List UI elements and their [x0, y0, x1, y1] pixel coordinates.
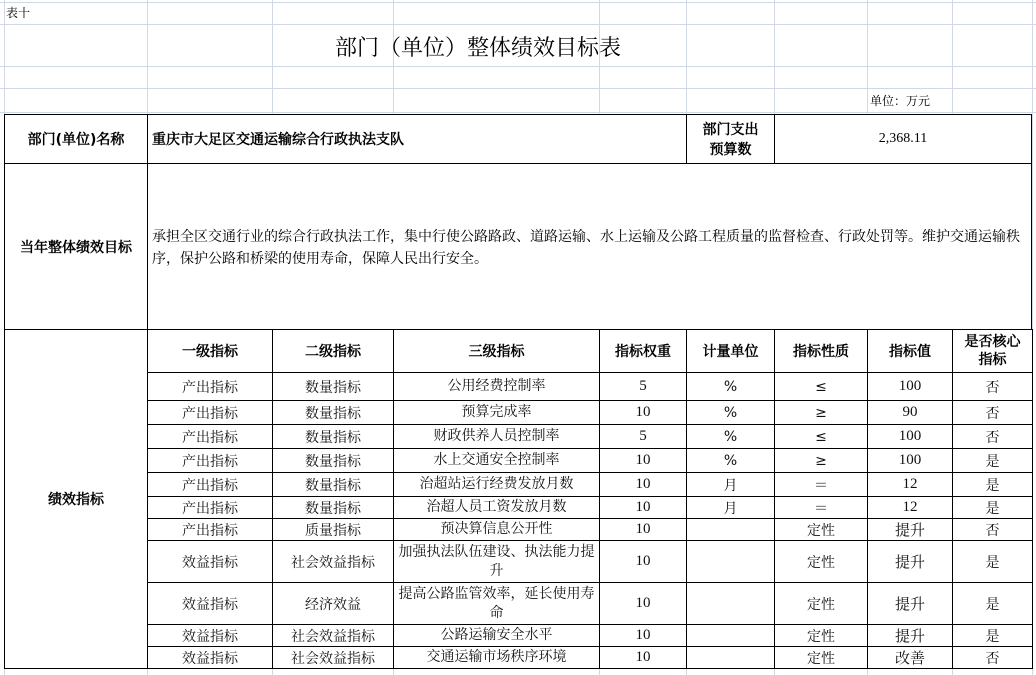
row-6-level2: 质量指标	[305, 522, 361, 539]
row-0-level3-cell	[393, 372, 600, 401]
row-10-core-cell	[952, 646, 1033, 669]
row-4-nature: ＝	[814, 477, 828, 494]
row-10-weight: 10	[635, 649, 651, 665]
row-2-nature: ≤	[815, 428, 827, 445]
row-0-unit-cell	[686, 372, 775, 401]
row-4-level2-cell	[272, 472, 394, 497]
row-2-unit-cell	[686, 424, 775, 449]
row-3-level3-cell	[393, 448, 600, 473]
row-10-level3: 交通运输市场秩序环境	[426, 649, 567, 665]
unit-label: 单位：万元	[870, 94, 931, 108]
row-5-weight-cell	[599, 496, 687, 519]
row-3-nature-cell	[774, 448, 868, 473]
row-2-nature-cell	[774, 424, 868, 449]
row-3-core-cell	[952, 448, 1033, 473]
row-1-level3-cell	[393, 400, 600, 425]
header-level3: 三级指标	[468, 344, 525, 360]
row-2-weight-cell	[599, 424, 687, 449]
row-3-level2: 数量指标	[305, 453, 361, 470]
row-7-level2: 社会效益指标	[291, 554, 375, 571]
row-3-weight: 10	[635, 452, 651, 468]
dept-name: 重庆市大足区交通运输综合行政执法支队	[152, 132, 404, 148]
row-8-nature-cell	[774, 582, 868, 625]
header-nature: 指标性质	[793, 344, 849, 360]
row-7-nature-cell	[774, 540, 868, 583]
row-2-level1-cell	[147, 424, 273, 449]
row-9-weight-cell	[599, 624, 687, 647]
row-2-level3: 财政供养人员控制率	[433, 428, 560, 444]
page-title: 部门（单位）整体绩效目标表	[334, 35, 621, 61]
header-core: 是否核心指标	[964, 334, 1021, 368]
row-4-level3: 治超站运行经费发放月数	[419, 476, 574, 492]
row-1-level2: 数量指标	[305, 405, 361, 422]
row-6-level2-cell	[272, 518, 394, 541]
row-5-weight: 10	[635, 499, 651, 515]
row-2-value-cell	[867, 424, 953, 449]
row-0-level1-cell	[147, 372, 273, 401]
row-7-level1-cell	[147, 540, 273, 583]
row-9-value: 提升	[894, 629, 925, 645]
row-7-level3-cell	[393, 540, 600, 583]
header-value: 指标值	[889, 344, 931, 360]
row-4-value-cell	[867, 472, 953, 497]
row-8-nature: 定性	[807, 596, 835, 613]
row-4-unit-cell	[686, 472, 775, 497]
row-1-weight: 10	[635, 404, 651, 420]
row-0-value: 100	[898, 378, 922, 394]
row-4-weight: 10	[635, 476, 651, 492]
header-level3-cell	[393, 329, 600, 373]
row-9-weight: 10	[635, 627, 651, 643]
budget-value-cell	[774, 114, 1032, 164]
row-9-nature: 定性	[807, 628, 835, 645]
row-3-level3: 水上交通安全控制率	[433, 452, 560, 468]
row-6-nature: 定性	[807, 522, 835, 539]
target-label-cell	[4, 163, 148, 330]
row-1-weight-cell	[599, 400, 687, 425]
row-10-core: 否	[985, 650, 1000, 667]
row-7-value-cell	[867, 540, 953, 583]
row-10-level1: 效益指标	[182, 650, 238, 667]
row-8-level1: 效益指标	[182, 596, 238, 613]
row-5-level1: 产出指标	[182, 500, 238, 517]
row-8-core: 是	[985, 596, 1000, 613]
row-4-nature-cell	[774, 472, 868, 497]
row-2-core: 否	[985, 429, 1000, 446]
row-4-weight-cell	[599, 472, 687, 497]
row-1-unit-cell	[686, 400, 775, 425]
row-7-core-cell	[952, 540, 1033, 583]
row-9-level1-cell	[147, 624, 273, 647]
row-4-level3-cell	[393, 472, 600, 497]
header-nature-cell	[774, 329, 868, 373]
row-3-level2-cell	[272, 448, 394, 473]
row-6-level1: 产出指标	[182, 522, 238, 539]
header-level1-cell	[147, 329, 273, 373]
row-2-unit: %	[723, 428, 738, 445]
row-3-unit: %	[723, 452, 738, 469]
row-0-core-cell	[952, 372, 1033, 401]
row-6-nature-cell	[774, 518, 868, 541]
row-5-level2: 数量指标	[305, 500, 361, 517]
row-0-weight-cell	[599, 372, 687, 401]
row-5-level3: 治超人员工资发放月数	[426, 499, 567, 515]
header-value-cell	[867, 329, 953, 373]
row-1-core: 否	[985, 405, 1000, 422]
row-5-core: 是	[985, 500, 1000, 517]
row-9-core: 是	[985, 628, 1000, 645]
row-7-weight: 10	[635, 553, 651, 569]
budget-label-cell	[686, 114, 775, 164]
row-0-nature-cell	[774, 372, 868, 401]
row-3-unit-cell	[686, 448, 775, 473]
row-10-level1-cell	[147, 646, 273, 669]
row-1-nature: ≥	[815, 404, 827, 421]
table-tag: 表十	[6, 6, 31, 20]
row-6-weight: 10	[635, 521, 651, 537]
row-9-level3-cell	[393, 624, 600, 647]
row-1-level2-cell	[272, 400, 394, 425]
row-10-weight-cell	[599, 646, 687, 669]
budget-label-line1: 部门支出	[702, 122, 759, 138]
row-7-nature: 定性	[807, 554, 835, 571]
indicators-label-cell	[4, 329, 148, 669]
row-7-unit-cell	[686, 540, 775, 583]
row-0-level3: 公用经费控制率	[447, 378, 546, 394]
dept-label: 部门(单位)名称	[27, 132, 125, 148]
row-5-unit: 月	[723, 500, 738, 517]
row-4-core: 是	[985, 477, 1000, 494]
row-8-value: 提升	[894, 597, 925, 613]
header-unit-cell	[686, 329, 775, 373]
row-5-nature: ＝	[814, 500, 828, 517]
row-10-level2: 社会效益指标	[291, 650, 375, 667]
row-4-unit: 月	[723, 477, 738, 494]
row-5-level1-cell	[147, 496, 273, 519]
row-5-value-cell	[867, 496, 953, 519]
row-3-weight-cell	[599, 448, 687, 473]
row-7-level1: 效益指标	[182, 554, 238, 571]
row-8-core-cell	[952, 582, 1033, 625]
row-9-core-cell	[952, 624, 1033, 647]
row-9-level2-cell	[272, 624, 394, 647]
row-7-value: 提升	[894, 555, 925, 571]
row-5-unit-cell	[686, 496, 775, 519]
row-1-level1: 产出指标	[182, 405, 238, 422]
row-8-unit-cell	[686, 582, 775, 625]
row-9-value-cell	[867, 624, 953, 647]
row-9-nature-cell	[774, 624, 868, 647]
row-9-level1: 效益指标	[182, 628, 238, 645]
row-4-level1: 产出指标	[182, 477, 238, 494]
row-8-weight-cell	[599, 582, 687, 625]
row-1-value: 90	[902, 404, 918, 420]
row-9-unit-cell	[686, 624, 775, 647]
row-3-nature: ≥	[815, 452, 827, 469]
row-0-level1: 产出指标	[182, 379, 238, 396]
row-3-level1: 产出指标	[182, 453, 238, 470]
row-8-value-cell	[867, 582, 953, 625]
target-text: 承担全区交通行业的综合行政执法工作，集中行使公路路政、道路运输、水上运输及公路工程质量的监督检查、行政处罚等。维护交通运输秩序，保护公路和桥梁的使用寿命，保障人民出行安全。	[152, 229, 1020, 267]
row-10-value: 改善	[894, 651, 925, 667]
row-1-level1-cell	[147, 400, 273, 425]
row-8-level2-cell	[272, 582, 394, 625]
dept-label-cell	[4, 114, 148, 164]
header-level2-cell	[272, 329, 394, 373]
row-8-level1-cell	[147, 582, 273, 625]
row-8-level3: 提高公路监管效率，延长使用寿命	[398, 585, 595, 621]
header-unit: 计量单位	[702, 344, 759, 360]
header-level1: 一级指标	[182, 344, 238, 360]
row-2-core-cell	[952, 424, 1033, 449]
row-0-weight: 5	[639, 378, 647, 394]
row-3-level1-cell	[147, 448, 273, 473]
row-4-level1-cell	[147, 472, 273, 497]
row-5-nature-cell	[774, 496, 868, 519]
row-4-level2: 数量指标	[305, 477, 361, 494]
row-6-core: 否	[985, 522, 1000, 539]
row-5-core-cell	[952, 496, 1033, 519]
row-0-unit: %	[723, 378, 738, 395]
budget-value: 2,368.11	[878, 131, 928, 146]
row-8-level2: 经济效益	[305, 596, 361, 613]
row-0-level2-cell	[272, 372, 394, 401]
row-1-core-cell	[952, 400, 1033, 425]
row-2-level1: 产出指标	[182, 429, 238, 446]
row-10-value-cell	[867, 646, 953, 669]
row-6-level3: 预决算信息公开性	[440, 521, 553, 537]
row-1-nature-cell	[774, 400, 868, 425]
target-label: 当年整体绩效目标	[20, 239, 132, 256]
row-8-level3-cell	[393, 582, 600, 625]
row-9-level2: 社会效益指标	[291, 628, 375, 645]
row-7-core: 是	[985, 554, 1000, 571]
row-6-value-cell	[867, 518, 953, 541]
row-3-core: 是	[985, 453, 1000, 470]
header-weight: 指标权重	[615, 344, 671, 360]
row-5-level2-cell	[272, 496, 394, 519]
row-1-value-cell	[867, 400, 953, 425]
row-6-weight-cell	[599, 518, 687, 541]
indicators-label: 绩效指标	[48, 492, 104, 508]
row-0-value-cell	[867, 372, 953, 401]
row-6-value: 提升	[894, 523, 925, 539]
header-core-cell	[952, 329, 1033, 373]
row-10-unit-cell	[686, 646, 775, 669]
row-5-level3-cell	[393, 496, 600, 519]
row-2-level2: 数量指标	[305, 429, 361, 446]
row-10-nature: 定性	[807, 650, 835, 667]
header-weight-cell	[599, 329, 687, 373]
dept-name-cell	[147, 114, 687, 164]
row-7-level3: 加强执法队伍建设、执法能力提升	[398, 543, 595, 579]
row-2-value: 100	[898, 428, 922, 444]
row-5-value: 12	[902, 499, 918, 515]
row-2-level2-cell	[272, 424, 394, 449]
row-3-value-cell	[867, 448, 953, 473]
row-1-unit: %	[723, 404, 738, 421]
row-0-core: 否	[985, 379, 1000, 396]
row-6-level1-cell	[147, 518, 273, 541]
row-6-unit-cell	[686, 518, 775, 541]
row-9-level3: 公路运输安全水平	[440, 627, 553, 643]
row-2-weight: 5	[639, 428, 647, 444]
row-10-level3-cell	[393, 646, 600, 669]
row-6-core-cell	[952, 518, 1033, 541]
budget-label-line2: 预算数	[709, 142, 752, 158]
row-7-weight-cell	[599, 540, 687, 583]
row-7-level2-cell	[272, 540, 394, 583]
row-8-weight: 10	[635, 595, 651, 611]
row-0-level2: 数量指标	[305, 379, 361, 396]
row-6-level3-cell	[393, 518, 600, 541]
row-4-value: 12	[902, 476, 918, 492]
row-1-level3: 预算完成率	[461, 404, 532, 420]
row-3-value: 100	[898, 452, 922, 468]
row-10-level2-cell	[272, 646, 394, 669]
row-0-nature: ≤	[815, 378, 827, 395]
row-2-level3-cell	[393, 424, 600, 449]
header-level2: 二级指标	[305, 344, 361, 360]
row-4-core-cell	[952, 472, 1033, 497]
row-10-nature-cell	[774, 646, 868, 669]
